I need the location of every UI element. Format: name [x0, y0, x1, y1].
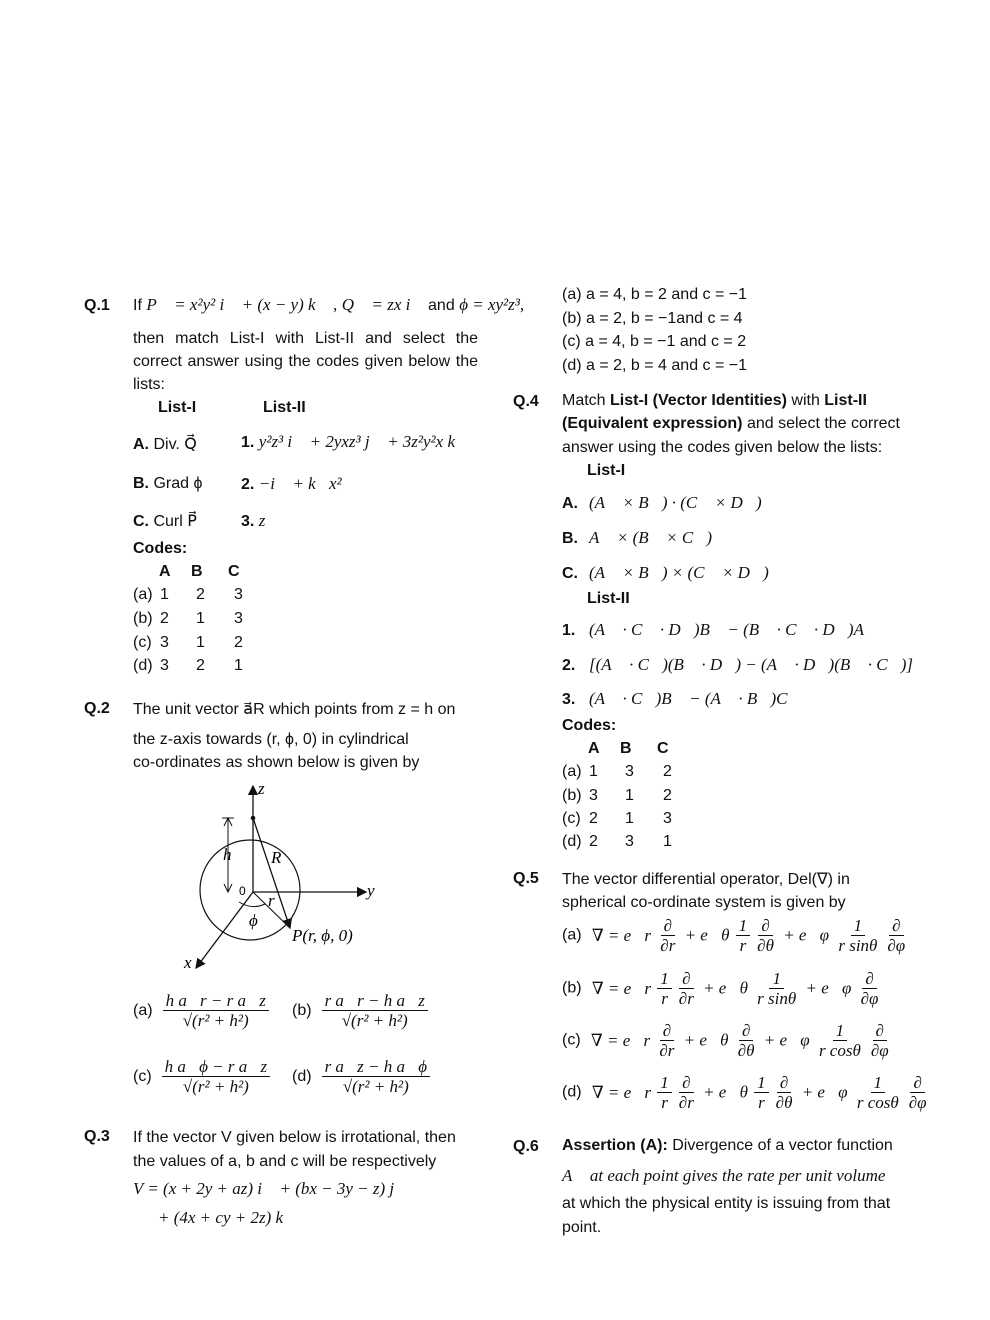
label-z: z — [258, 780, 265, 798]
q4-number: Q.4 — [513, 393, 539, 410]
q1-item-1: 1. y²z³ i⃗ + 2yxz³ j⃗ + 3z²y²x k⃗ — [241, 432, 469, 451]
label-y: y — [367, 881, 375, 900]
q1-code-row: (b) 2 1 3 — [133, 610, 243, 627]
q4-code-row: (c) 2 1 3 — [562, 810, 672, 827]
label-P: P(r, ϕ, 0) — [292, 926, 353, 945]
label-phi: ϕ — [249, 911, 258, 930]
q1-item-2: 2. −i⃗ + k⃗x² — [241, 474, 342, 493]
q5-option-b: (b) ∇ = e⃗r $\frac{1}{r}$ $\frac{\partial}{\partial r}$ + e⃗θ $\frac{1}{\text{r sinθ}}$ + e⃗φ $\frac{\partial}{\partial\varphi}$ — [562, 969, 879, 1008]
q1-stem-line1 — [133, 295, 524, 315]
q3-option-a: (a) a = 4, b = 2 and c = −1 — [562, 286, 748, 303]
q4-list2-item-1: 1. (A⃗ · C⃗ · D⃗)B⃗ − (B⃗ · C⃗ · D⃗)A⃗ — [562, 620, 878, 639]
q1-code-row: (d) 3 2 1 — [133, 657, 243, 674]
q4-line1: Match List-I (Vector Identities) with List-II — [562, 392, 867, 409]
q4-code-row: (a) 1 3 2 — [562, 763, 672, 780]
q4-list1-item-a: A. (A⃗ × B⃗) · (C⃗ × D⃗) — [562, 493, 762, 512]
q1-phi-def: ϕ = xy²z³, — [459, 295, 525, 314]
q4-list2-item-2: 2. [(A⃗ · C⃗)(B⃗ · D⃗) − (A⃗ · D⃗)(B⃗ · C⃗)] — [562, 655, 914, 674]
q1-p-def: P⃗ = x²y² i⃗ + (x − y) k⃗ , — [146, 295, 338, 314]
q1-and: and — [428, 297, 455, 314]
q2-line1: The unit vector a⃗R which points from z = h on — [133, 701, 456, 718]
q6-number: Q.6 — [513, 1138, 539, 1155]
q3-option-d: (d) a = 2, b = 4 and c = −1 — [562, 357, 748, 374]
q2-option-d: (d) $\frac{\text{r a⃗z − h a⃗ϕ}}{\text{√(r² + h²)}}$ — [292, 1058, 432, 1095]
q4-list2-header: List-II — [587, 590, 630, 607]
q1-codes-label: Codes: — [133, 540, 188, 557]
q1-q-def: Q⃗ = zx i⃗ — [341, 295, 424, 314]
q2-line3: co-ordinates as shown below is given by — [133, 754, 420, 771]
vector-R — [253, 818, 290, 928]
q1-codes-header: A B C — [159, 563, 240, 580]
q4-list1-header: List-I — [587, 462, 626, 479]
q1-code-row: (a) 1 2 3 — [133, 586, 243, 603]
q6-line3: at which the physical entity is issuing from that — [562, 1195, 891, 1212]
q1-item-a: A. Div. Q⃗ — [133, 436, 197, 453]
q4-list1-item-c: C. (A⃗ × B⃗) × (C⃗ × D⃗) — [562, 563, 769, 582]
q1-number: Q.1 — [84, 297, 110, 314]
label-r: r — [268, 891, 275, 910]
q3-equation-line1: V = (x + 2y + az) i⃗ + (bx − 3y − z) j⃗ — [133, 1179, 408, 1198]
q2-number: Q.2 — [84, 700, 110, 717]
q5-option-d: (d) ∇ = e⃗r $\frac{1}{r}$ $\frac{\partial}{\partial r}$ + e⃗θ $\frac{1}{r}$ $\frac{\partial}{\partial\theta}$ + e⃗φ $\frac{1}{\text{r cosθ}}$ $\frac{\partial}{\partial\varphi}$ — [562, 1073, 927, 1112]
label-R: R — [271, 848, 282, 867]
q5-line1: The vector differential operator, Del(∇) in — [562, 871, 850, 888]
q1-item-3: 3. z — [241, 511, 266, 530]
label-zero: 0 — [239, 884, 246, 898]
q3-line1: If the vector V given below is irrotational, then — [133, 1129, 456, 1146]
q4-list1-item-b: B. A⃗ × (B⃗ × C⃗) — [562, 528, 713, 547]
q2-line2: the z-axis towards (r, ϕ, 0) in cylindrical — [133, 731, 409, 748]
q1-list1-header: List-I — [158, 399, 197, 416]
label-x: x — [184, 953, 192, 972]
q1-list2-header: List-II — [263, 399, 306, 416]
cylindrical-coordinate-diagram — [170, 780, 400, 975]
q5-option-c: (c) ∇ = e⃗r $\frac{\partial}{\partial r}$ + e⃗θ $\frac{\partial}{\partial\theta}$ + e⃗φ $\frac{1}{\text{r cosθ}}$ $\frac{\partial}{\partial\varphi}$ — [562, 1021, 889, 1060]
q5-line2: spherical co-ordinate system is given by — [562, 894, 846, 911]
q3-line2: the values of a, b and c will be respectively — [133, 1153, 437, 1170]
q6-line4: point. — [562, 1219, 602, 1236]
label-h: h — [223, 845, 232, 864]
x-axis — [196, 892, 253, 968]
q3-option-b: (b) a = 2, b = −1and c = 4 — [562, 310, 743, 327]
q1-item-c: C. Curl P⃗ — [133, 513, 197, 530]
q5-number: Q.5 — [513, 870, 539, 887]
q6-line2: A⃗ at each point gives the rate per unit volume — [562, 1166, 886, 1185]
q4-list2-item-3: 3. (A⃗ · C⃗)B⃗ − (A⃗ · B⃗)C⃗ — [562, 689, 801, 708]
q2-option-b: (b) $\frac{\text{r a⃗r − h a⃗z}}{\text{√(r² + h²)}}$ — [292, 992, 430, 1029]
q5-option-a: (a) ∇ = e⃗r $\frac{\partial}{\partial r}$ + e⃗θ $\frac{1}{r}$ $\frac{\partial}{\partial\theta}$ + e⃗φ $\frac{1}{\text{r sinθ}}$ $\frac{\partial}{\partial\varphi}$ — [562, 916, 906, 955]
q4-codes-header: A B C — [588, 740, 669, 757]
q1-code-row: (c) 3 1 2 — [133, 634, 243, 651]
q1-item-b: B. Grad ϕ — [133, 475, 203, 492]
q4-codes-label: Codes: — [562, 717, 617, 734]
q1-if: If — [133, 297, 142, 314]
q3-option-c: (c) a = 4, b = −1 and c = 2 — [562, 333, 747, 350]
q4-code-row: (d) 2 3 1 — [562, 833, 672, 850]
q2-option-a: (a) $\frac{\text{h a⃗r − r a⃗z}}{\text{√(r² + h²)}}$ — [133, 992, 271, 1029]
q4-line3: answer using the codes given below the lists: — [562, 439, 883, 456]
q1-stem-rest: then match List-I with List-II and select the correct answer using the codes given below the lists: — [133, 330, 478, 393]
q4-line2: (Equivalent expression) and select the correct — [562, 415, 900, 432]
q2-option-c: (c) $\frac{\text{h a⃗ϕ − r a⃗z}}{\text{√(r² + h²)}}$ — [133, 1058, 272, 1095]
q6-line1: Assertion (A): Divergence of a vector function — [562, 1137, 893, 1154]
q3-equation-line2: + (4x + cy + 2z) k⃗ — [158, 1208, 297, 1227]
q3-number: Q.3 — [84, 1128, 110, 1145]
q4-code-row: (b) 3 1 2 — [562, 787, 672, 804]
